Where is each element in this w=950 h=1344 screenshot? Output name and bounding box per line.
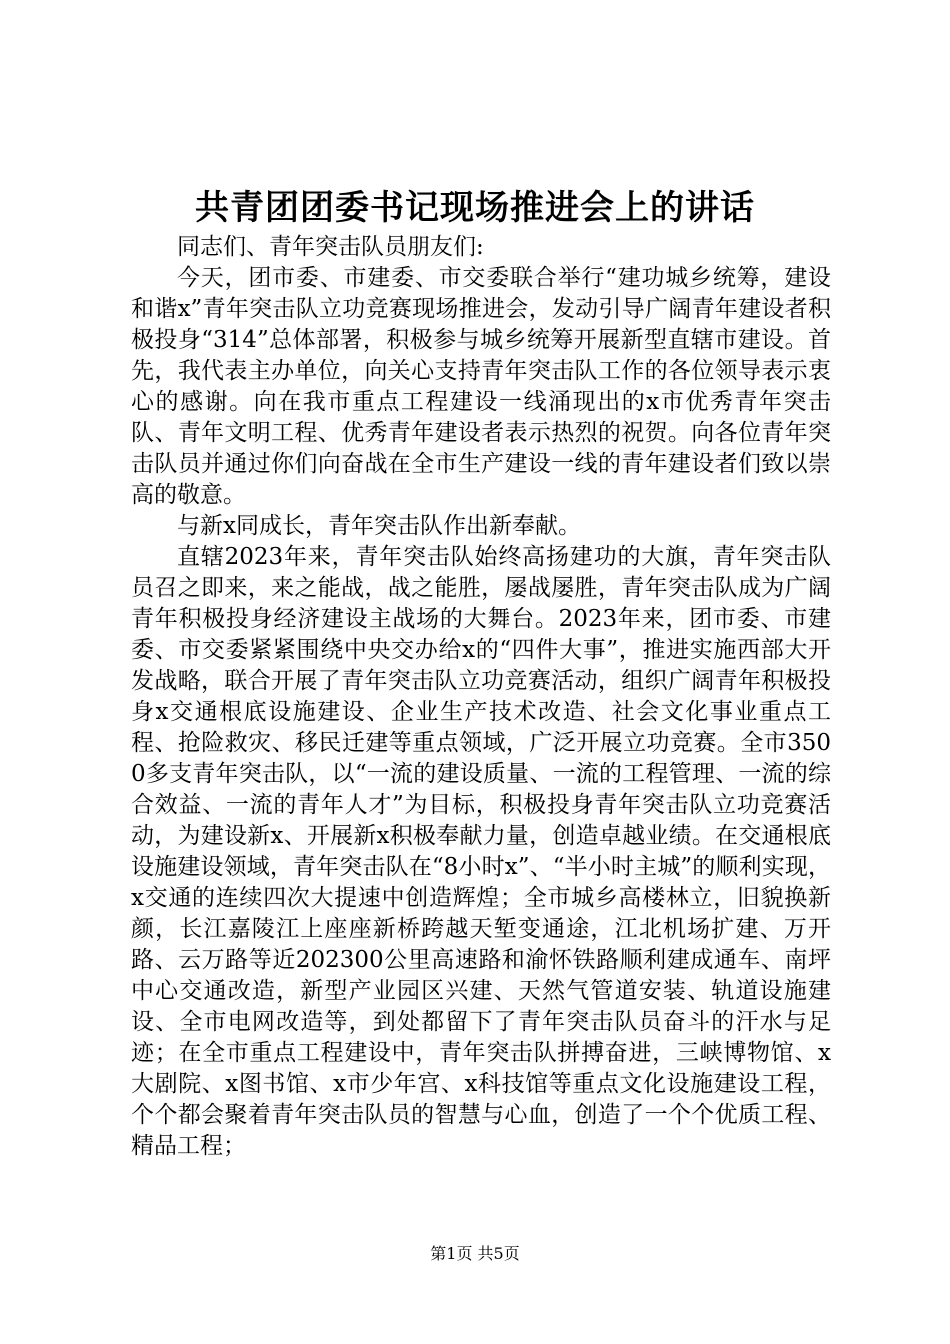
body-paragraph: 直辖2023年来，青年突击队始终高扬建功的大旗，青年突击队员召之即来，来之能战，战之能胜，屡战屡胜，青年突击队成为广阔青年积极投身经济建设主战场的大舞台。2023年来，团市委、市建委、市交委紧紧围绕中央交办给x的“四件大事”，推进实施西部大开发战略，联合开展了青年突击队立功竞赛活动，组织广阔青年积极投身x交通根底设施建设、企业生产技术改造、社会文化事业重点工程、抢险救灾、移民迁建等重点领域，广泛开展立功竞赛。全市3500多支青年突击队，以“一流的建设质量、一流的工程管理、一流的综合效益、一流的青年人才”为目标，积极投身青年突击队立功竞赛活动，为建设新x、开展新x积极奉献力量，创造卓越业绩。在交通根底设施建设领域，青年突击队在“8小时x”、“半小时主城”的顺利实现，x交通的连续四次大提速中创造辉煌；全市城乡高楼林立，旧貌换新颜，长江嘉陵江上座座新桥跨越天堑变通途，江北机场扩建、万开路、云万路等近202300公里高速路和渝怀铁路顺利建成通车、南坪中心交通改造，新型产业园区兴建、天然气管道安装、轨道设施建设、全市电网改造等，到处都留下了青年突击队员奋斗的汗水与足迹；在全市重点工程建设中，青年突击队拼搏奋进，三峡博物馆、x大剧院、x图书馆、x市少年宫、x科技馆等重点文化设施建设工程，个个都会聚着青年突击队员的智慧与心血，创造了一个个优质工程、精品工程；	[131, 544, 831, 1159]
salutation-paragraph: 同志们、青年突击队员朋友们:	[177, 234, 484, 260]
page-number-footer: 第1页 共5页	[430, 1244, 520, 1263]
document-body	[131, 232, 831, 1162]
opening-paragraph: 今天，团市委、市建委、市交委联合举行“建功城乡统筹，建设和谐x”青年突击队立功竞赛现场推进会，发动引导广阔青年建设者积极投身“314”总体部署，积极参与城乡统筹开展新型直辖市建设。首先，我代表主办单位，向关心支持青年突击队工作的各位领导表示衷心的感谢。向在我市重点工程建设一线涌现出的x市优秀青年突击队、青年文明工程、优秀青年建设者表示热烈的祝贺。向各位青年突击队员并通过你们向奋战在全市生产建设一线的青年建设者们致以崇高的敬意。	[131, 265, 831, 508]
section-heading-paragraph: 与新x同成长，青年突击队作出新奉献。	[177, 513, 581, 539]
page-title: 共青团团委书记现场推进会上的讲话	[195, 188, 755, 228]
